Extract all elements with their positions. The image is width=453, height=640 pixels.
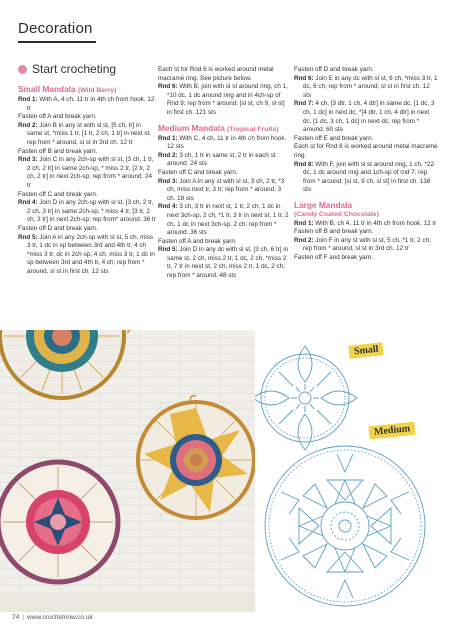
round-label: Rnd 6: xyxy=(158,83,178,91)
mandala-photo xyxy=(0,330,255,612)
footer-url[interactable]: www.crochetnow.co.uk xyxy=(26,614,93,621)
instruction-line: Each st for Rnd 6 is worked around metal macramé ring. See picture below. xyxy=(158,66,274,82)
page-footer xyxy=(12,614,93,621)
round-label: Rnd 7: xyxy=(294,100,314,108)
instruction-line: Rnd 4: 3 ch, 3 tr in next st, 1 tr, 2 ch, 1 dc in next 3ch-sp, 2 ch, *1 tr, 3 tr in next st, 1 tr, 2 ch, 1 dc in next 3ch-sp, 2 ch; rep from * around. 36 sts xyxy=(158,203,289,237)
round-label: Rnd 8: xyxy=(294,160,314,168)
small-chart-label: Small xyxy=(348,342,384,359)
round-label: Rnd 3: xyxy=(18,156,38,164)
instruction-line: Rnd 2: 3 ch, 1 tr in same st, 2 tr in each st around. 24 sts xyxy=(158,151,276,168)
large-mandala-title: Large Mandala xyxy=(294,199,353,210)
instruction-line: Rnd 8: With F, join with sl st around ring, 1 ch, *22 dc, 1 dc around ring and 1ch-sp of rnd 7; rep from * around; [sl st, 9 ch, sl st] in first ch. 138 sts xyxy=(294,160,434,194)
instruction-line: Rnd 6: With B, join with sl st around ring, ch 1, *10 dc, 1 dc around ring and in 4ch-sp of Rnd 9; rep from * around; [sl st, ch 9, sl st] in first ch. 121 sts xyxy=(158,83,288,116)
instruction-line: Fasten off F and break yarn. xyxy=(294,253,373,261)
round-label: Rnd 4: xyxy=(158,203,178,211)
round-label: Rnd 1: xyxy=(294,219,314,227)
instruction-line: Fasten off C and break yarn. xyxy=(158,168,238,176)
instruction-line: Rnd 3: Join A in any st with sl st, 3 ch, 2 tr, *3 ch, miss next tr, 3 tr; rep from * around, 3 ch. 18 sts xyxy=(158,177,285,202)
round-label: Rnd 1: xyxy=(18,96,38,103)
instruction-line: Rnd 2: Join F in any st with sl st, 5 ch, *1 tr, 2 ch; rep from * around, sl st in 3rd ch. 12 tr xyxy=(294,236,431,253)
round-label: Rnd 6: xyxy=(294,74,314,82)
instruction-line: Fasten off A and break yarn. xyxy=(18,113,97,121)
instruction-line: Each st for Rnd 8 is worked around metal macramé ring. xyxy=(294,143,438,159)
round-label: Rnd 5: xyxy=(18,233,38,241)
crochet-chart-diagrams xyxy=(255,330,453,612)
instruction-line: Fasten off A and break yarn. xyxy=(158,237,237,245)
instruction-line: Rnd 3: Join C in any 2ch-sp with sl st, [3 ch, 1 tr, 2 ch, 2 tr] in same 2ch-sp, * miss 2 tr, [2 tr, 2 ch, 2 tr] in next 2ch-sp; rep from * around. 24 tr xyxy=(18,156,154,189)
instruction-line: Rnd 5: Join A in any 2ch-sp with sl st, 5 ch, miss 3 tr, 1 dc in sp between 3rd and 4th tr, 4 ch *miss 3 tr, dc in 2ch-sp, 4 ch, miss 3 tr, 1 dc in sp between 3rd and 4th tr, 4 ch; rep from * around, sl st in first ch. 12 sts xyxy=(18,233,155,275)
instruction-line: Rnd 1: With C, 4 ch, 11 tr in 4th ch from hook. 12 sts xyxy=(158,134,287,151)
medium-mandala-instructions xyxy=(158,135,290,281)
small-mandala-instructions-cont xyxy=(158,66,290,118)
medium-mandala-title: Medium Mandala (Tropical Fruits) xyxy=(158,122,279,133)
round-label: Rnd 2: xyxy=(158,151,178,159)
instruction-line: Rnd 4: Join D in any 2ch-sp with sl st, [3 ch, 2 tr, 2 ch, 3 tr] in same 2ch-sp, * miss 4 tr, [3 tr, 2 ch, 3 tr] in next 2ch-sp; rep from* around. 36 tr xyxy=(18,199,156,224)
heading-text: Start crocheting xyxy=(32,62,117,76)
instruction-line: Rnd 6: Join E in any dc with sl st, 6 ch, *miss 3 tr, 1 dc, 6 ch; rep from * around, sl st in first ch. 12 sts xyxy=(294,74,438,99)
column-3 xyxy=(294,66,438,262)
large-mandala-yarn: (Candy Coated Chocolate) xyxy=(294,210,379,218)
instruction-line: Rnd 5: Join D in any dc with sl st, [3 ch, 6 tr] in same st, 2 ch, miss 2 tr, 1 dc, 2 ch, *miss 2 tr, 7 tr in next st, 2 ch, miss 2 tr, 1 dc, 2 ch; rep from * around. 48 sts xyxy=(158,246,289,280)
instruction-line: Fasten off C and break yarn. xyxy=(18,190,98,198)
instruction-line: Rnd 2: Join B in any st with sl st, [5 ch, tr] in same st, *miss 1 tr, [1 tr, 2 ch, 1 tr] in next st; rep from * around, sl st in 3rd ch. 12 tr xyxy=(18,121,151,146)
instruction-line: Fasten off D and break yarn. xyxy=(18,224,98,232)
page-number: 74 xyxy=(12,614,20,621)
instruction-line: Fasten off E and break yarn. xyxy=(294,134,374,142)
instruction-line: Rnd 1: With B, ch 4, 11 tr in 4th ch from hook. 12 tr xyxy=(294,219,437,227)
instruction-line: Fasten off D and break yarn. xyxy=(294,66,374,73)
medium-chart-label: Medium xyxy=(368,422,415,440)
instruction-line: Rnd 1: With A, 4 ch, 11 tr in 4th ch from hook. 12 tr xyxy=(18,96,155,112)
bullet-dot-icon xyxy=(18,65,27,74)
round-label: Rnd 1: xyxy=(158,134,178,142)
round-label: Rnd 2: xyxy=(294,236,314,244)
small-mandala-instructions xyxy=(18,96,156,276)
small-mandala-title: Small Mandala (Wild Berry) xyxy=(18,84,117,94)
section-title-underline xyxy=(18,41,96,43)
round-label: Rnd 4: xyxy=(18,199,38,207)
column-1 xyxy=(18,84,156,276)
round-label: Rnd 5: xyxy=(158,246,178,254)
round-label: Rnd 2: xyxy=(18,121,38,129)
instruction-line: Fasten off B and break yarn. xyxy=(294,228,374,236)
round-label: Rnd 3: xyxy=(158,177,178,185)
footer-separator: | xyxy=(22,614,24,621)
instruction-line: Fasten off B and break yarn. xyxy=(18,147,98,155)
section-heading xyxy=(18,62,116,76)
medium-mandala-instructions-cont xyxy=(294,66,438,195)
instruction-line: Rnd 7: 4 ch, [3 dtr, 1 ch, 4 dtr] in same dc, [1 dc, 3 ch, 1 dc] in next dc, *[4 dtr, 1 ch, 4 dtr] in next dc, [1 dc, 3 ch, 1 dc] in next dc; rep from * around. 60 sts xyxy=(294,100,435,134)
mandala-photo-illustration xyxy=(0,330,255,612)
large-mandala-instructions xyxy=(294,220,438,263)
section-title: Decoration xyxy=(18,20,93,37)
column-2 xyxy=(158,66,290,281)
crochet-charts xyxy=(255,330,453,612)
